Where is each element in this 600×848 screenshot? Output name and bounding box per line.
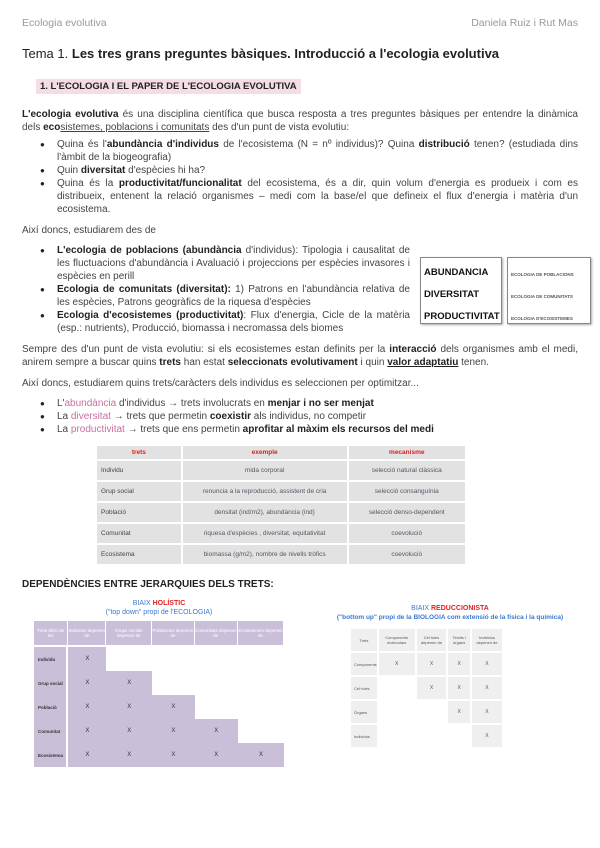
dependency-mark: X bbox=[472, 677, 502, 699]
list-item: ● Ecologia de comunitats (diversitat): 1) Patrons en l'abundància relativa de les espècies, Patrons geogràfics de la riquesa d'espècies bbox=[30, 283, 410, 309]
table-row bbox=[97, 524, 465, 543]
dependency-mark: X bbox=[195, 719, 238, 743]
column-header: Teixits i òrgans bbox=[448, 629, 469, 651]
dependency-mark: X bbox=[68, 671, 106, 695]
dependency-mark: X bbox=[417, 677, 447, 699]
row-label: Components bbox=[351, 653, 377, 675]
dependency-mark: X bbox=[106, 695, 152, 719]
dependency-mark: X bbox=[152, 695, 195, 719]
empty-cell bbox=[106, 647, 152, 671]
table-cell: mida corporal bbox=[183, 461, 347, 480]
title-main: Les tres grans preguntes bàsiques. Introducció a l'ecologia evolutiva bbox=[71, 46, 500, 61]
empty-cell bbox=[417, 701, 447, 723]
list-item: ● Quin diversitat d'espècies hi ha? bbox=[30, 164, 578, 177]
optimize-intro: Així doncs, estudiarem quins trets/caràcters dels individus es seleccionen per optimitzar... bbox=[22, 378, 419, 389]
reductionist-caption: BIAIX REDUCCIONISTA ("bottom up" propi de la BIOLOGIA com extensió de la física i la química) bbox=[336, 605, 564, 621]
reductionist-table bbox=[349, 627, 504, 749]
list-item: ● Ecologia d'ecosistemes (productivitat): Flux d'energia, Cicle de la matèria (esp.: nutrients), Producció, biomassa i necromassa dels biomes bbox=[30, 309, 410, 335]
dependency-mark: X bbox=[106, 719, 152, 743]
table-cell: coevolució bbox=[349, 524, 465, 543]
row-label: Població bbox=[34, 695, 68, 719]
holistic-table bbox=[34, 621, 284, 767]
box-label: PRODUCTIVITAT bbox=[424, 311, 500, 322]
box-label: ABUNDANCIA bbox=[424, 267, 489, 278]
empty-cell bbox=[379, 677, 415, 699]
table-cell: Comunitat bbox=[97, 524, 181, 543]
column-header: Individus depenen de bbox=[472, 629, 502, 651]
table-row bbox=[97, 545, 465, 564]
column-header: mecanisme bbox=[349, 446, 465, 459]
page-title bbox=[22, 46, 499, 61]
header-right: Daniela Ruiz i Rut Mas bbox=[471, 17, 578, 29]
column-header: Trets dels/ de les bbox=[34, 621, 68, 647]
table-cell: Grup social bbox=[97, 482, 181, 501]
column-header: Cèl·lules depenen de bbox=[417, 629, 447, 651]
row-label: Individus bbox=[351, 725, 377, 747]
table-row bbox=[97, 461, 465, 480]
table-row bbox=[34, 719, 284, 743]
table-row bbox=[97, 482, 465, 501]
list-item: ● L'ecologia de poblacions (abundància d'individus): Tipologia i causalitat de les fluctuacions d'abundància i Avaluació i projeccions per espècies invasores i espècies en perill bbox=[30, 244, 410, 283]
dependencies-heading: DEPENDÈNCIES ENTRE JERARQUIES DELS TRETS: bbox=[22, 579, 274, 590]
holistic-caption: BIAIX HOLÍSTIC ("top down" propi de l'ECOLOGIA) bbox=[105, 600, 213, 616]
evolution-paragraph: Sempre des d'un punt de vista evolutiu: si els ecosistemes estan definits per la interacció dels organismes amb el medi, anirem sempre a buscar quins trets han estat seleccionats evolutivament i quin valor adaptatiu tenen. bbox=[22, 344, 578, 368]
empty-cell bbox=[195, 647, 238, 671]
title-prefix: Tema 1. bbox=[22, 46, 69, 61]
table-cell: Individu bbox=[97, 461, 181, 480]
column-header: Grups socials depenen de bbox=[106, 621, 152, 647]
dependency-mark: X bbox=[106, 743, 152, 767]
table-cell: selecció denso-dependent bbox=[349, 503, 465, 522]
list-item: ● Quina és l'abundància d'individus de l'ecosistema (N = nº individus)? Quina distribució tenen? (estudiada dins l'àmbit de la biogeografia) bbox=[30, 138, 578, 164]
optimize-list bbox=[30, 397, 578, 436]
concept-box-left bbox=[420, 257, 502, 324]
table-row bbox=[34, 743, 284, 767]
table-row bbox=[351, 653, 502, 675]
column-header: Ecosistemes depenen de bbox=[238, 621, 284, 647]
column-header: Comunitats depenen de bbox=[195, 621, 238, 647]
header-left: Ecologia evolutiva bbox=[22, 17, 107, 29]
empty-cell bbox=[238, 695, 284, 719]
column-header: Individus depenen de bbox=[68, 621, 106, 647]
dependency-mark: X bbox=[68, 743, 106, 767]
table-row bbox=[351, 677, 502, 699]
row-label: Òrgans bbox=[351, 701, 377, 723]
dependency-mark: X bbox=[195, 743, 238, 767]
dependency-mark: X bbox=[379, 653, 415, 675]
section-heading: 1. L'ECOLOGIA I EL PAPER DE L'ECOLOGIA EVOLUTIVA bbox=[36, 79, 301, 94]
dependency-mark: X bbox=[68, 695, 106, 719]
empty-cell bbox=[195, 671, 238, 695]
dependency-mark: X bbox=[472, 701, 502, 723]
row-label: Comunitat bbox=[34, 719, 68, 743]
table-cell: selecció natural clàssica bbox=[349, 461, 465, 480]
table-cell: selecció consanguínia bbox=[349, 482, 465, 501]
row-label: Individu bbox=[34, 647, 68, 671]
table-cell: riquesa d'espècies , diversitat, equitativitat bbox=[183, 524, 347, 543]
dependency-mark: X bbox=[152, 719, 195, 743]
box-label: DIVERSITAT bbox=[424, 289, 480, 300]
dependency-mark: X bbox=[152, 743, 195, 767]
header-row bbox=[351, 629, 502, 651]
dependency-mark: X bbox=[448, 701, 469, 723]
table-row bbox=[97, 503, 465, 522]
list-item: ● L'abundància d'individus → trets involucrats en menjar i no ser menjat bbox=[30, 397, 578, 410]
empty-cell bbox=[195, 695, 238, 719]
empty-cell bbox=[379, 725, 415, 747]
box-label: ECOLOGIA D'ECOSISTEMES bbox=[511, 316, 573, 321]
dependency-mark: X bbox=[106, 671, 152, 695]
dependency-mark: X bbox=[68, 647, 106, 671]
table-cell: renuncia a la reproducció, assistent de cria bbox=[183, 482, 347, 501]
empty-cell bbox=[152, 647, 195, 671]
table-row bbox=[34, 695, 284, 719]
table-row bbox=[351, 701, 502, 723]
dependency-mark: X bbox=[238, 743, 284, 767]
table-cell: densitat (ind/m2), abundància (ind) bbox=[183, 503, 347, 522]
header-row bbox=[34, 621, 284, 647]
table-cell: Ecosistema bbox=[97, 545, 181, 564]
empty-cell bbox=[238, 647, 284, 671]
empty-cell bbox=[379, 701, 415, 723]
table-row bbox=[34, 671, 284, 695]
table-row bbox=[34, 647, 284, 671]
row-label: Ecosistema bbox=[34, 743, 68, 767]
traits-table bbox=[95, 444, 467, 566]
questions-list bbox=[30, 138, 578, 216]
study-intro: Així doncs, estudiarem des de bbox=[22, 225, 156, 236]
dependency-mark: X bbox=[472, 653, 502, 675]
study-list bbox=[30, 244, 410, 335]
box-label: ECOLOGIA DE COMUNITATS bbox=[511, 294, 573, 299]
table-cell: Població bbox=[97, 503, 181, 522]
intro-paragraph: L'ecologia evolutiva és una disciplina científica que busca resposta a tres preguntes bàsiques per entendre la dinàmica dels ecosistemes, poblacions i comunitats des d'un punt de vista evolutiu: bbox=[22, 109, 578, 133]
row-label: Cèl·lules bbox=[351, 677, 377, 699]
empty-cell bbox=[238, 671, 284, 695]
empty-cell bbox=[448, 725, 469, 747]
list-item: ● Quina és la productivitat/funcionalitat del ecosistema, és a dir, quin volum d'energia es produeix i com es distribueix, entenent la relació organismes – medi com la base/el que defineix el flux d'energia i matèria d'un ecosistema. bbox=[30, 177, 578, 216]
dependency-mark: X bbox=[448, 653, 469, 675]
column-header: Components moleculars bbox=[379, 629, 415, 651]
empty-cell bbox=[238, 719, 284, 743]
dependency-mark: X bbox=[472, 725, 502, 747]
table-cell: biomassa (g/m2), nombre de nivells tròfics bbox=[183, 545, 347, 564]
column-header: Poblacions depenen de bbox=[152, 621, 195, 647]
dependency-mark: X bbox=[448, 677, 469, 699]
box-label: ECOLOGIA DE POBLACIONS bbox=[511, 272, 574, 277]
column-header: Trets bbox=[351, 629, 377, 651]
table-row bbox=[351, 725, 502, 747]
list-item: ● La productivitat → trets que ens permetin aprofitar al màxim els recursos del medi bbox=[30, 423, 578, 436]
table-cell: coevolució bbox=[349, 545, 465, 564]
concept-box-right bbox=[507, 257, 591, 324]
row-label: Grup social bbox=[34, 671, 68, 695]
dependency-mark: X bbox=[68, 719, 106, 743]
dependency-mark: X bbox=[417, 653, 447, 675]
column-header: exemple bbox=[183, 446, 347, 459]
column-header: trets bbox=[97, 446, 181, 459]
empty-cell bbox=[417, 725, 447, 747]
empty-cell bbox=[152, 671, 195, 695]
list-item: ● La diversitat → trets que permetin coexistir als individus, no competir bbox=[30, 410, 578, 423]
